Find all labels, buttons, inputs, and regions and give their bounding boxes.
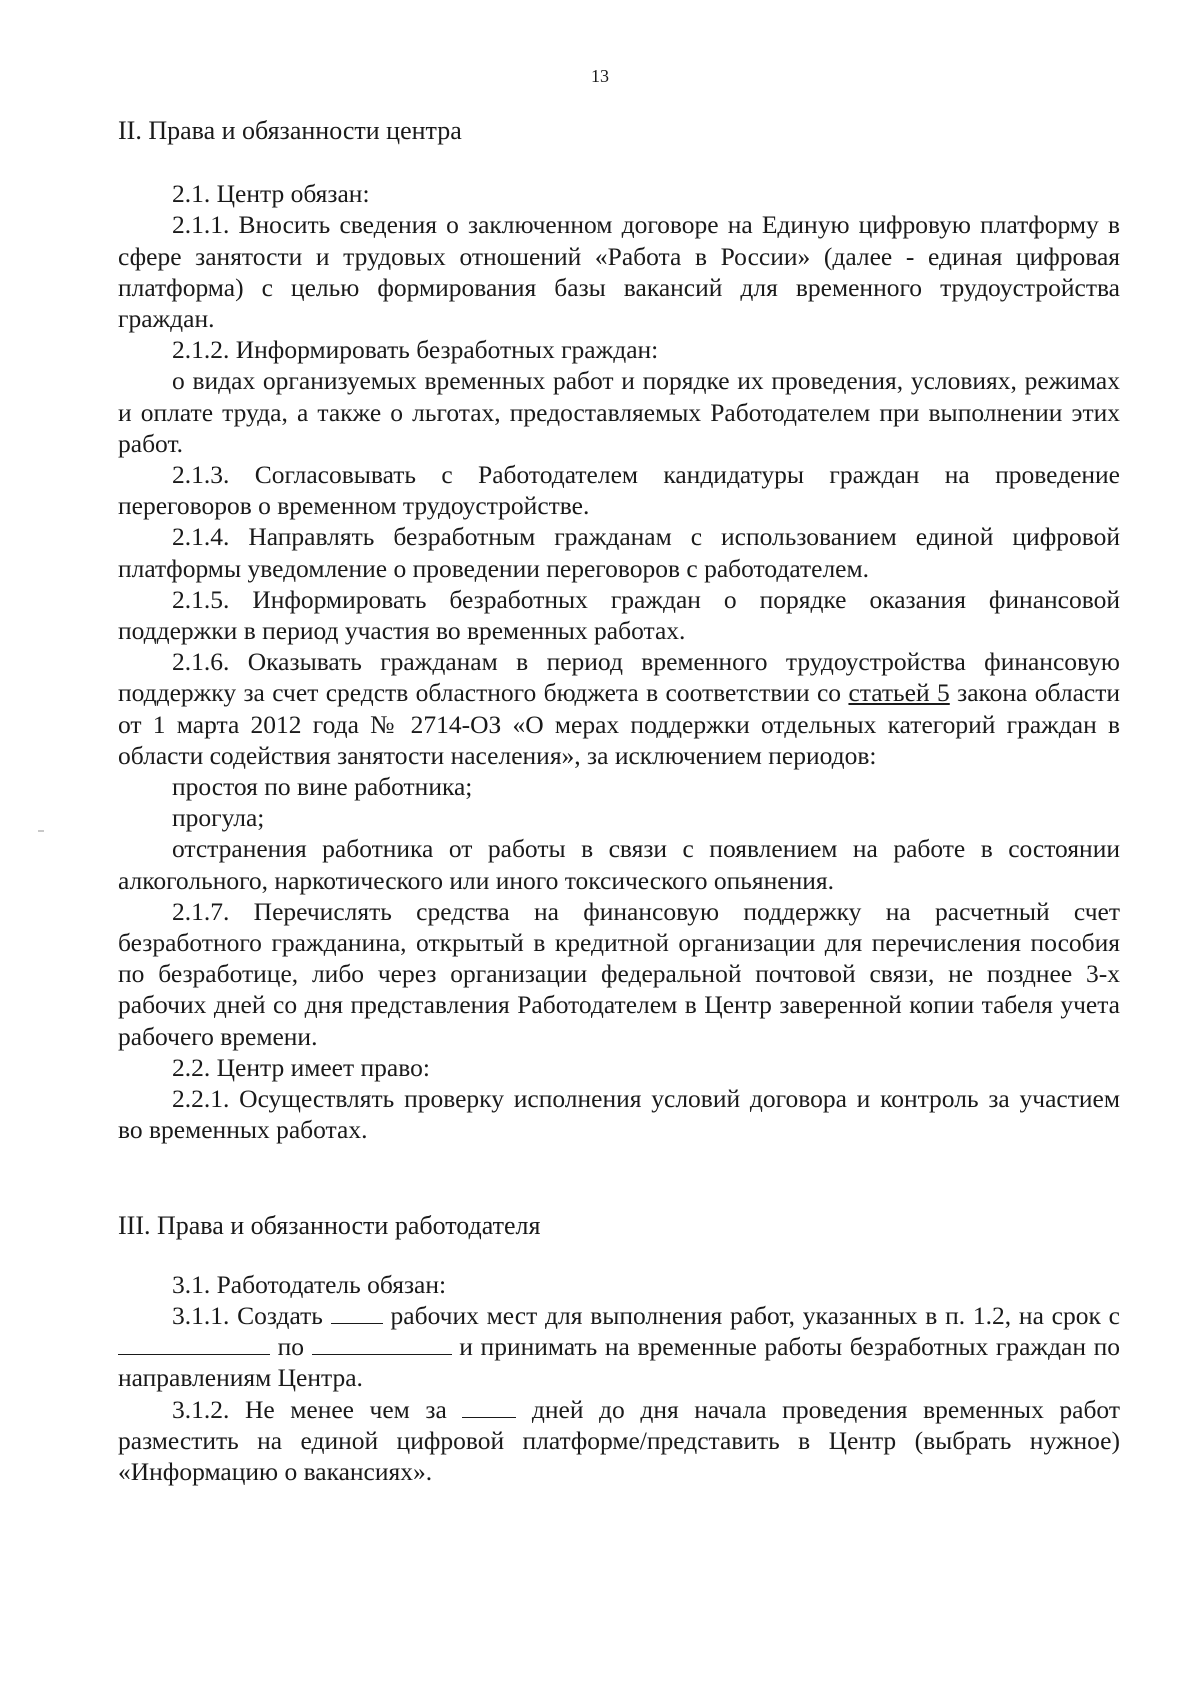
section-2-title: II. Права и обязанности центра [118, 116, 462, 145]
clause-2-2: 2.2. Центр имеет право: [172, 1052, 430, 1082]
clause-3-1-2 [118, 1394, 1120, 1488]
clause-2-1: 2.1. Центр обязан: [172, 179, 370, 209]
clause-2-1-4: 2.1.4. Направлять безработным гражданам с использованием единой цифровой платформы уведомление о проведении переговоров с работодателем. [118, 522, 1120, 583]
clause-2-1-6 [118, 646, 1120, 771]
clause-2-1-3: 2.1.3. Согласовывать с Работодателем кандидатуры граждан на проведение переговоров о временном трудоустройстве. [118, 460, 1120, 521]
clause-2-1-5: 2.1.5. Информировать безработных граждан о порядке оказания финансовой поддержки в период участия во временных работах. [118, 584, 1120, 646]
clause-2-1-2: 2.1.2. Информировать безработных граждан: [172, 335, 659, 365]
clause-2-1-7: 2.1.7. Перечислять средства на финансовую поддержку на расчетный счет безработного гражданина, открытый в кредитной организации для перечисления пособия по безработице, либо через организации федеральной почтовой связи, не позднее 3-х рабочих дней со дня представления Работодателем в Центр заверенной копии табеля учета рабочего времени. [118, 896, 1120, 1051]
clause-3-1-2-part-b: дней до дня начала проведения временных работ разместить на единой цифровой платформе/представить в Центр (выбрать нужное) «Информацию о вакансиях». [118, 1394, 1120, 1486]
clause-2-1-6-item-a: простоя по вине работника; [172, 772, 473, 802]
clause-3-1-1 [118, 1300, 1120, 1394]
clause-3-1-1-part-d: и принимать на временные работы безработных граждан по направлениям Центра. [118, 1332, 1120, 1393]
clause-3-1-2-part-a: 3.1.2. Не менее чем за [172, 1394, 463, 1424]
end-date-blank[interactable] [312, 1334, 452, 1355]
workplaces-count-blank[interactable] [331, 1303, 383, 1324]
section-spacer [118, 1146, 1120, 1210]
clause-2-1-2-item: о видах организуемых временных работ и порядке их проведения, условиях, режимах и оплате труда, а также о льготах, предоставляемых Работодателем при выполнении этих работ. [118, 366, 1120, 458]
clause-2-1-1: 2.1.1. Вносить сведения о заключенном договоре на Единую цифровую платформу в сфере занятости и трудовых отношений «Работа в России» (далее - единая цифровая платформа) с целью формирования базы вакансий для временного трудоустройства граждан. [118, 210, 1120, 334]
document-body [118, 115, 1120, 1487]
clause-2-1-6-item-c: отстранения работника от работы в связи с появлением на работе в состоянии алкогольного, наркотического или иного токсического опьянения. [118, 834, 1120, 895]
clause-2-2-1: 2.2.1. Осуществлять проверку исполнения условий договора и контроль за участием во временных работах. [118, 1084, 1120, 1145]
clause-3-1-1-part-b: рабочих мест для выполнения работ, указанных в п. 1.2, на срок с [382, 1300, 1120, 1330]
clause-2-1-6-start: 2.1.6. Оказывать гражданам в период временного трудоустройства финансовую поддержку за счет средств областного бюджета в соответствии со [118, 647, 1120, 708]
page-number: 13 [591, 66, 609, 86]
clause-3-1: 3.1. Работодатель обязан: [172, 1269, 447, 1299]
scan-artifact [38, 830, 44, 832]
clause-3-1-1-part-c: по [270, 1332, 312, 1362]
days-count-blank[interactable] [462, 1397, 516, 1418]
section-3-title: III. Права и обязанности работодателя [118, 1210, 541, 1240]
clause-2-1-6-end: закона области от 1 марта 2012 года № 2714-ОЗ «О мерах поддержки отдельных категорий граждан в области содействия занятости населения», за исключением периодов: [118, 678, 1120, 770]
law-article-link[interactable]: статьей 5 [848, 678, 950, 708]
start-date-blank[interactable] [118, 1334, 270, 1355]
clause-3-1-1-part-a: 3.1.1. Создать [172, 1300, 331, 1330]
clause-2-1-6-item-b: прогула; [172, 803, 265, 833]
